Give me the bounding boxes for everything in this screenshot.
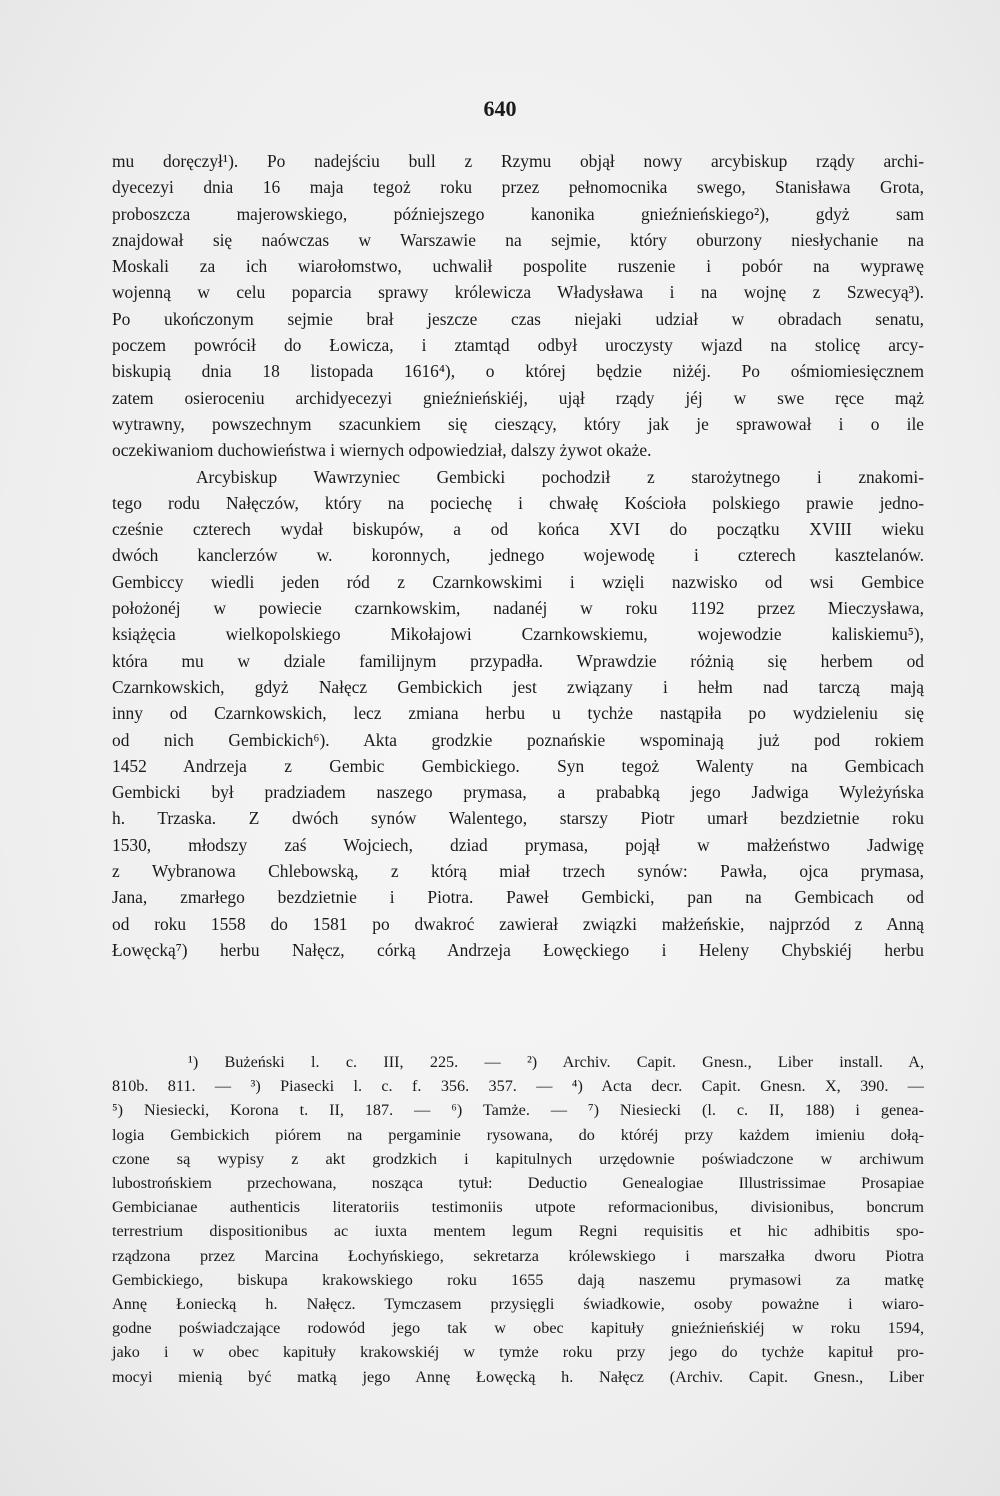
footnotes xyxy=(112,1050,924,1389)
footnote-line: ¹) Bużeński l. c. III, 225. — ²) Archiv. Capit. Gnesn., Liber install. A, xyxy=(188,1053,924,1071)
text-line: która mu w dziale familijnym przypadła. Wprawdzie różnią się herbem od xyxy=(112,650,924,671)
text-line: książęcia wielkopolskiego Mikołajowi Czarnkowskiemu, wojewodzie kaliskiemu⁵), xyxy=(112,624,924,645)
footnote-line: Gembicianae authenticis literatoriis testimoniis utpote reformacionibus, divisionibus, boncrum xyxy=(112,1198,924,1217)
footnote-line: 810b. 811. — ³) Piasecki l. c. f. 356. 357. — ⁴) Acta decr. Capit. Gnesn. X, 390. — xyxy=(112,1077,924,1096)
footnote-line: czone są wypisy z akt grodzkich i kapitulnych urzędownie poświadczone w archiwum xyxy=(112,1149,924,1168)
text-line: Jana, zmarłego bezdzietnie i Piotra. Paweł Gembicki, pan na Gembicach od xyxy=(112,887,924,908)
footnote-line: Annę Łoniecką h. Nałęcz. Tymczasem przysięgli świadkowie, osoby poważne i wiaro- xyxy=(112,1295,924,1314)
text-line: Gembicki był pradziadem naszego prymasa, a prababką jego Jadwiga Wyleżyńska xyxy=(112,782,924,803)
page-number: 640 xyxy=(483,96,517,121)
text-line: Gembiccy wiedli jeden ród z Czarnkowskimi i wzięli nazwisko od wsi Gembice xyxy=(112,571,924,592)
text-line: 1530, młodszy zaś Wojciech, dziad prymasa, pojął w małżeństwo Jadwigę xyxy=(112,834,924,855)
text-line: tego rodu Nałęczów, który na pociechę i chwałę Kościoła polskiego prawie jedno- xyxy=(112,492,924,513)
text-line: oczekiwaniom duchowieństwa i wiernych odpowiedział, dalszy żywot okaże. xyxy=(112,440,652,461)
text-line: mu doręczył¹). Po nadejściu bull z Rzymu objął nowy arcybiskup rządy archi- xyxy=(112,151,924,171)
text-line: zatem osieroceniu archidyecezyi gnieźnieńskiéj, ujął rządy jéj w swe ręce mąż xyxy=(112,387,924,408)
text-line: dyecezyi dnia 16 maja tegoż roku przez pełnomocnika swego, Stanisława Grota, xyxy=(112,177,924,198)
text-line: cześnie czterech wydał biskupów, a od końca XVI do początku XVIII wieku xyxy=(112,519,924,540)
footnote-line: Gembickiego, biskupa krakowskiego roku 1655 dają naszemu prymasowi za matkę xyxy=(112,1270,924,1289)
text-line: h. Trzaska. Z dwóch synów Walentego, starszy Piotr umarł bezdzietnie roku xyxy=(112,808,924,829)
text-line: od nich Gembickich⁶). Akta grodzkie poznańskie wspominają już pod rokiem xyxy=(112,729,924,750)
text-line: dwóch kanclerzów w. koronnych, jednego wojewodę i czterech kasztelanów. xyxy=(112,545,924,566)
text-line: Moskali za ich wiarołomstwo, uchwalił pospolite ruszenie i pobór na wyprawę xyxy=(112,256,924,277)
text-line: od roku 1558 do 1581 po dwakroć zawierał związki małżeńskie, najprzód z Anną xyxy=(112,913,924,934)
text-line: wojenną w celu poparcia sprawy królewicza Władysława i na wojnę z Szwecyą³). xyxy=(112,282,924,303)
text-line: biskupią dnia 18 listopada 1616⁴), o której będzie niżéj. Po ośmiomiesięcznem xyxy=(112,361,924,382)
main-text xyxy=(112,148,924,963)
footnote-line: godne poświadczające rodowód jego tak w obec kapituły gnieźnieńskiéj w roku 1594, xyxy=(112,1319,924,1338)
text-line: znajdował się naówczas w Warszawie na sejmie, który oburzony niesłychanie na xyxy=(112,229,924,250)
text-line: 1452 Andrzeja z Gembic Gembickiego. Syn tegoż Walenty na Gembicach xyxy=(112,755,924,776)
text-line: proboszcza majerowskiego, późniejszego kanonika gnieźnieńskiego²), gdyż sam xyxy=(112,203,924,224)
text-line: z Wybranowa Chlebowską, z którą miał trzech synów: Pawła, ojca prymasa, xyxy=(112,861,924,882)
text-line: położonéj w powiecie czarnkowskim, nadanéj w roku 1192 przez Mieczysława, xyxy=(112,598,924,619)
text-line: inny od Czarnkowskich, lecz zmiana herbu u tychże nastąpiła po wydzieleniu się xyxy=(112,703,924,724)
footnote-line: ⁵) Niesiecki, Korona t. II, 187. — ⁶) Tamże. — ⁷) Niesiecki (l. c. II, 188) i genea- xyxy=(112,1101,924,1120)
footnote-line: jako i w obec kapituły krakowskiéj w tymże roku przy jego do tychże kapituł pro- xyxy=(112,1343,924,1362)
text-line: Arcybiskup Wawrzyniec Gembicki pochodził z starożytnego i znakomi- xyxy=(196,466,924,487)
footnote-line: mocyi mienią być matką jego Annę Łowęcką h. Nałęcz (Archiv. Capit. Gnesn., Liber xyxy=(112,1367,924,1386)
text-line: Po ukończonym sejmie brał jeszcze czas niejaki udział w obradach senatu, xyxy=(112,308,924,329)
footnote-line: lubostrońskiem przechowana, nosząca tytuł: Deductio Genealogiae Illustrissimae Prosapiae xyxy=(112,1174,924,1193)
text-line: wytrawny, powszechnym szacunkiem się cieszący, który jak je sprawował i o ile xyxy=(112,413,924,434)
text-line: poczem powrócił do Łowicza, i ztamtąd odbył uroczysty wjazd na stolicę arcy- xyxy=(112,335,924,356)
footnote-line: logia Gembickich piórem na pergaminie rysowana, do któréj przy każdem imieniu dołą- xyxy=(112,1125,924,1144)
footnote-line: rządzona przez Marcina Łochyńskiego, sekretarza królewskiego i marszałka dworu Piotra xyxy=(112,1246,924,1265)
text-line: Czarnkowskich, gdyż Nałęcz Gembickich jest związany i hełm nad tarczą mają xyxy=(112,676,924,697)
text-line: Łowęcką⁷) herbu Nałęcz, córką Andrzeja Łowęckiego i Heleny Chybskiéj herbu xyxy=(112,939,924,960)
footnote-line: terrestrium dispositionibus ac iuxta mentem legum Regni requisitis et hic adhibitis spo- xyxy=(112,1222,924,1241)
